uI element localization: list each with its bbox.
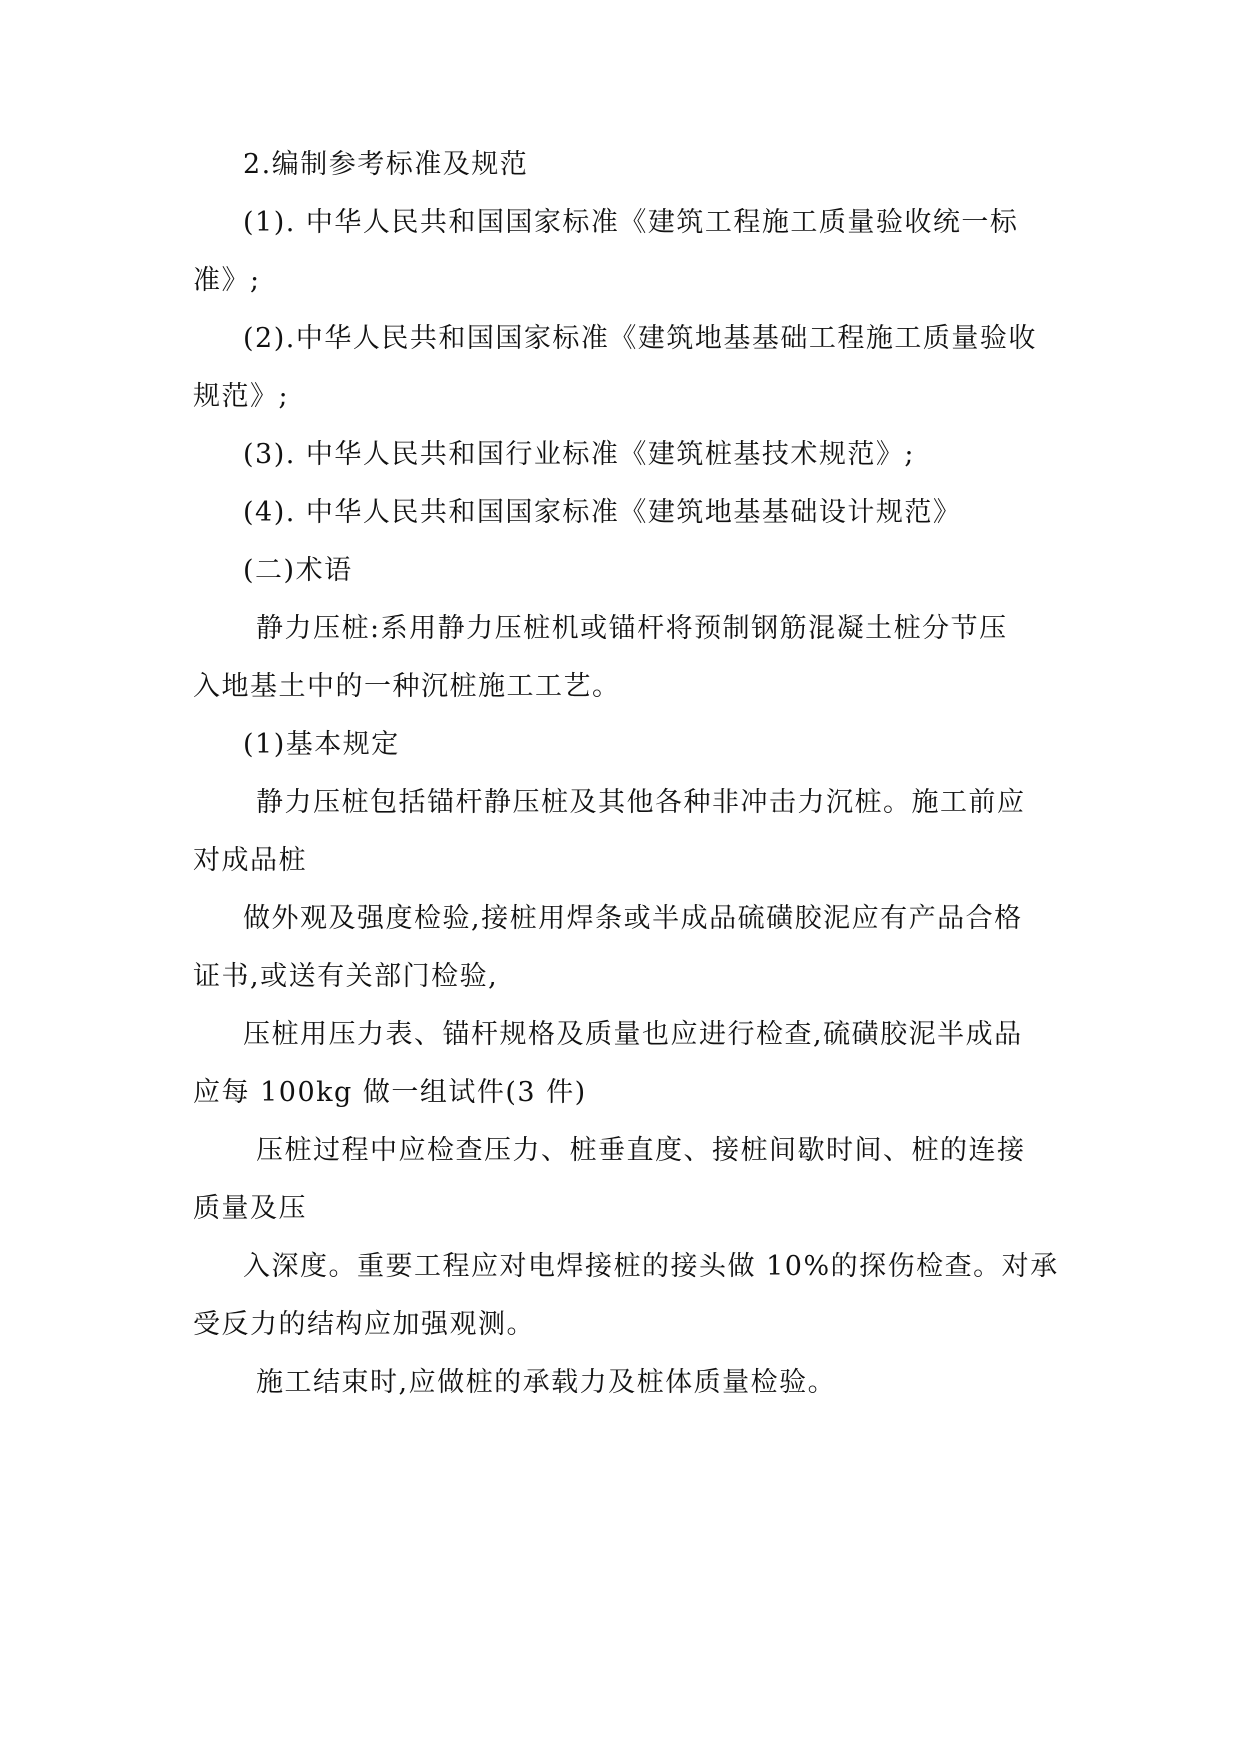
standard-item-2-line-2: 规范》; [193, 381, 290, 412]
paragraph-inspection-line-1: 做外观及强度检验,接桩用焊条或半成品硫磺胶泥应有产品合格 [243, 903, 1023, 934]
standard-item-1-line-2: 准》; [193, 265, 261, 296]
paragraph-definition-line-1: 静力压桩:系用静力压桩机或锚杆将预制钢筋混凝土桩分节压 [256, 613, 1008, 644]
paragraph-gauge-line-2: 应每 100kg 做一组试件(3 件) [193, 1077, 587, 1108]
paragraph-rules-line-2: 对成品桩 [193, 845, 307, 876]
paragraph-inspection-line-2: 证书,或送有关部门检验, [193, 961, 499, 992]
paragraph-depth-line-2: 受反力的结构应加强观测。 [193, 1309, 535, 1340]
paragraph-gauge-line-1: 压桩用压力表、锚杆规格及质量也应进行检查,硫磺胶泥半成品 [243, 1019, 1023, 1050]
standard-item-3: (3). 中华人民共和国行业标准《建筑桩基技术规范》; [243, 439, 916, 470]
standard-item-1-line-1: (1). 中华人民共和国国家标准《建筑工程施工质量验收统一标 [243, 207, 1019, 238]
paragraph-definition-line-2: 入地基土中的一种沉桩施工工艺。 [193, 671, 621, 702]
paragraph-process-line-2: 质量及压 [193, 1193, 307, 1224]
paragraph-process-line-1: 压桩过程中应检查压力、桩垂直度、接桩间歇时间、桩的连接 [256, 1135, 1026, 1166]
subheading-basic-rules: (1)基本规定 [243, 729, 400, 760]
section-heading-standards: 2.编制参考标准及规范 [243, 149, 529, 180]
paragraph-depth-line-1: 入深度。重要工程应对电焊接桩的接头做 10%的探伤检查。对承 [243, 1251, 1059, 1282]
paragraph-completion: 施工结束时,应做桩的承载力及桩体质量检验。 [256, 1367, 837, 1398]
standard-item-2-line-1: (2).中华人民共和国国家标准《建筑地基基础工程施工质量验收 [243, 323, 1037, 354]
standard-item-4: (4). 中华人民共和国国家标准《建筑地基基础设计规范》 [243, 497, 962, 528]
section-heading-terms: (二)术语 [243, 555, 353, 586]
paragraph-rules-line-1: 静力压桩包括锚杆静压桩及其他各种非冲击力沉桩。施工前应 [256, 787, 1026, 818]
